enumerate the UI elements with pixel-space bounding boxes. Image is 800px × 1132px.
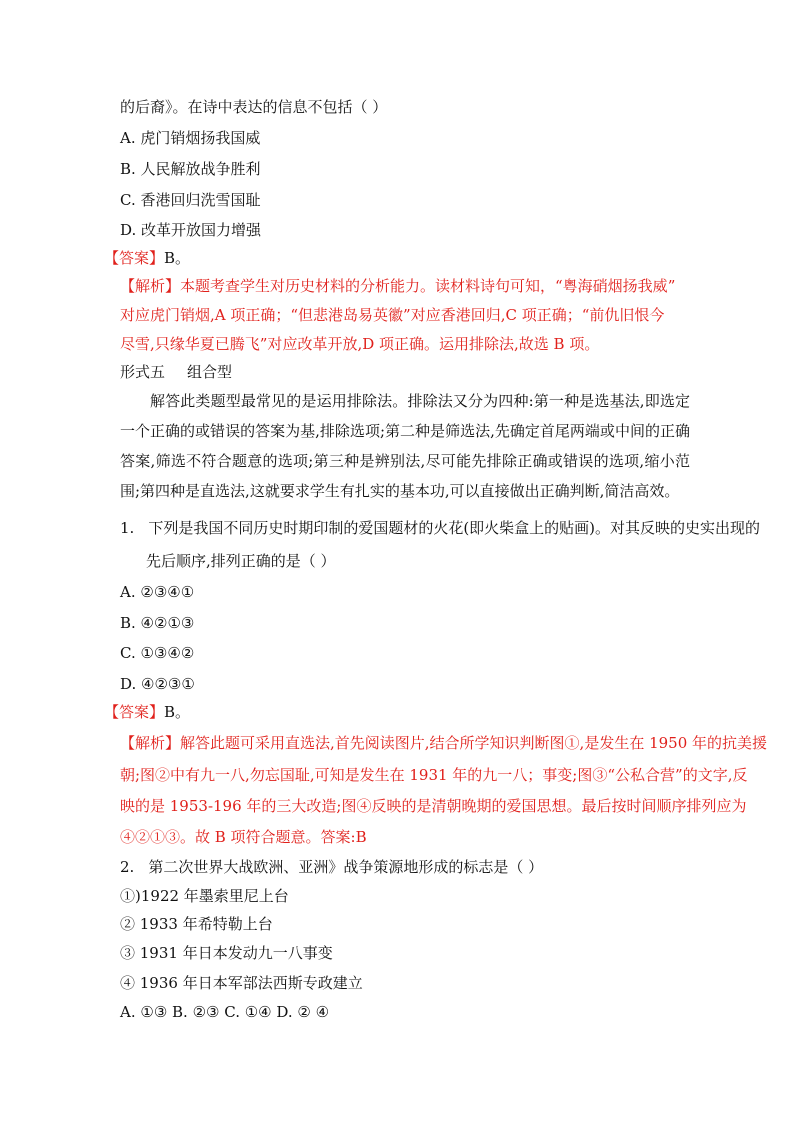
q1-number: 1. — [120, 519, 135, 537]
q1-option-b: B. ④②①③ — [120, 614, 195, 632]
answer-tag: 【答案】 — [104, 249, 165, 267]
q1-option-a: A. ②③④① — [120, 583, 195, 601]
option-c: C. 香港回归洗雪国耻 — [120, 191, 261, 209]
q2-stem: 2. 第二次世界大战欧洲、亚洲》战争策源地形成的标志是（ ） — [120, 858, 544, 876]
q1-answer-tag: 【答案】 — [104, 703, 165, 721]
q2-options: A. ①③ B. ②③ C. ①④ D. ② ④ — [120, 1003, 330, 1021]
q1-analysis-line-3: 映的是 1953-196 年的三大改造;图④反映的是清朝晚期的爱国思想。最后按时间顺序排列应为 — [120, 797, 747, 815]
section-heading — [120, 362, 232, 382]
section-label: 形式五 — [120, 363, 166, 381]
answer-line — [104, 248, 190, 268]
q1-analysis-tag: 【解析】 — [120, 734, 181, 752]
section-name: 组合型 — [187, 363, 233, 381]
q2-item-2: ② 1933 年希特勒上台 — [120, 915, 273, 933]
analysis-line-2: 对应虎门销烟,A 项正确；“但悲港岛易英徽”对应香港回归,C 项正确；“前仇旧恨今 — [120, 306, 665, 324]
q2-item-3: ③ 1931 年日本发动九一八事变 — [120, 944, 333, 962]
q1-answer-value: B。 — [164, 703, 191, 721]
q2-item-1: ①)1922 年墨索里尼上台 — [120, 887, 289, 905]
q1-stem-line-1: 1. 下列是我国不同历史时期印制的爱国题材的火花(即火柴盒上的贴画)。对其反映的史实出现的 — [120, 519, 761, 537]
q1-analysis-line-4: ④②①③。故 B 项符合题意。答案:B — [120, 828, 367, 846]
q1-answer-line — [104, 702, 190, 722]
question-stem-tail: 的后裔》。在诗中表达的信息不包括（ ） — [120, 98, 388, 116]
option-a: A. 虎门销烟扬我国威 — [120, 129, 261, 147]
q1-stem-line-2: 先后顺序,排列正确的是（ ） — [146, 552, 336, 570]
q2-number: 2. — [120, 858, 135, 876]
section-paragraph: 解答此类题型最常见的是运用排除法。排除法又分为四种:第一种是选基法,即选定一个正确的或错误的答案为基,排除选项;第二种是筛选法,先确定首尾两端或中间的正确答案,筛选不符合题意的选项;第三种是辨别法,尽可能先排除正确或错误的选项,缩小范围;第四种是直选法,这就要求学生有扎实的基本功,可以直接做出正确判断,简洁高效。 — [120, 392, 690, 500]
analysis-tag: 【解析】 — [120, 277, 181, 295]
option-d: D. 改革开放国力增强 — [120, 221, 262, 239]
analysis-line-1: 【解析】本题考查学生对历史材料的分析能力。读材料诗句可知，“粤海硝烟扬我威” — [120, 277, 676, 295]
q1-analysis-line-1: 【解析】解答此题可采用直选法,首先阅读图片,结合所学知识判断图①,是发生在 1950 年的抗美援 — [120, 734, 768, 752]
q1-option-d: D. ④②③① — [120, 675, 195, 693]
option-b: B. 人民解放战争胜利 — [120, 160, 261, 178]
q2-item-4: ④ 1936 年日本军部法西斯专政建立 — [120, 974, 363, 992]
answer-value: B。 — [164, 249, 191, 267]
q1-analysis-line-2: 朝;图②中有九一八,勿忘国耻,可知是发生在 1931 年的九一八；事变;图③“公私合营”的文字,反 — [120, 766, 748, 784]
analysis-line-3: 尽雪,只缘华夏已腾飞”对应改革开放,D 项正确。运用排除法,故选 B 项。 — [120, 335, 600, 353]
q1-option-c: C. ①③④② — [120, 644, 195, 662]
